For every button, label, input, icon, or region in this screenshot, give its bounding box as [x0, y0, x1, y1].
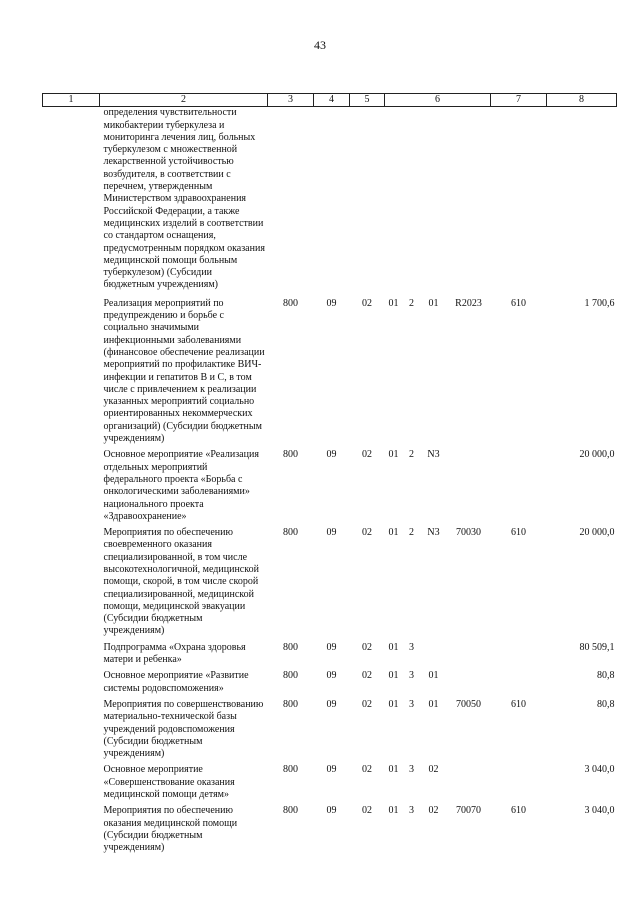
col-6a-cell: 01	[388, 449, 399, 461]
col-7-cell	[491, 760, 547, 801]
col-7-cell: 610	[511, 527, 526, 539]
col-1-cell	[43, 801, 100, 854]
col-4-cell: 09	[326, 805, 337, 817]
col-7-cell: 610	[511, 297, 526, 309]
col-6d-cell	[447, 638, 491, 667]
col-5-cell	[350, 107, 385, 292]
table-row	[43, 107, 617, 292]
col-6a-cell: 01	[388, 641, 399, 653]
col-4-cell: 09	[326, 641, 337, 653]
col-6c-cell: N3	[427, 527, 440, 539]
table-row	[43, 760, 617, 801]
col-7-cell	[491, 445, 547, 523]
page-number: 43	[314, 38, 326, 52]
description-cell: Мероприятия по обеспечению своевременного оказания специализированной, в том числе высокотехнологичной, медицинской помощи, скорой, в том числе скорой специализированной, медицинской помощи, медицинской эвакуации (Субсидии бюджетным учреждениям)	[103, 527, 259, 637]
col-4-cell	[314, 107, 350, 292]
col-6b-cell: 2	[409, 449, 414, 461]
table-row	[43, 666, 617, 695]
col-4-cell: 09	[326, 297, 337, 309]
col-5-cell: 02	[362, 297, 372, 309]
budget-table	[42, 93, 617, 855]
amount-cell: 1 700,6	[584, 297, 615, 309]
amount-cell: 80 509,1	[579, 641, 615, 653]
col-4-cell: 09	[326, 764, 337, 776]
col-1-cell	[43, 445, 100, 523]
col-4-cell: 09	[326, 670, 337, 682]
col-6c-cell: 01	[428, 698, 439, 710]
col-6b-cell: 3	[409, 764, 414, 776]
col-5-cell: 02	[362, 670, 372, 682]
amount-cell: 20 000,0	[579, 449, 615, 461]
col-6c-cell: N3	[427, 449, 440, 461]
col-6b-cell: 3	[409, 805, 414, 817]
header-col-3: 3	[268, 94, 314, 107]
col-1-cell	[43, 760, 100, 801]
col-6d-cell	[447, 107, 491, 292]
table-row	[43, 292, 617, 446]
col-6b-cell: 2	[409, 527, 414, 539]
col-6d-cell	[447, 760, 491, 801]
header-col-8: 8	[547, 94, 617, 107]
col-6a-cell	[385, 107, 403, 292]
description-cell: Реализация мероприятий по предупреждению и борьбе с социально значимыми инфекционными заболеваниями (финансовое обеспечение реализации мероприятий по профилактике ВИЧ-инфекции и гепатитов B и C, в том числе с привлечением к реализации указанных мероприятий социально ориентированных некоммерческих организаций) (Субсидии бюджетным учреждениям)	[103, 297, 265, 445]
col-6c-cell	[421, 107, 447, 292]
amount-cell: 80,8	[597, 670, 615, 682]
table-row	[43, 801, 617, 854]
description-cell: Подпрограмма «Охрана здоровья матери и ребенка»	[103, 641, 246, 666]
col-3-cell: 800	[283, 670, 298, 682]
col-3-cell	[268, 107, 314, 292]
table-row	[43, 445, 617, 523]
table-body	[43, 107, 617, 855]
col-5-cell: 02	[362, 449, 372, 461]
col-6a-cell: 01	[388, 698, 399, 710]
header-col-1: 1	[43, 94, 100, 107]
header-col-6: 6	[385, 94, 491, 107]
col-3-cell: 800	[283, 297, 298, 309]
amount-cell: 80,8	[597, 698, 615, 710]
col-3-cell: 800	[283, 805, 298, 817]
col-1-cell	[43, 523, 100, 638]
amount-cell	[547, 107, 617, 292]
amount-cell: 3 040,0	[584, 764, 615, 776]
description-cell: Основное мероприятие «Реализация отдельных мероприятий федерального проекта «Борьба с онкологическими заболеваниями» национального проекта «Здравоохранение»	[103, 449, 259, 522]
col-4-cell: 09	[326, 698, 337, 710]
header-col-4: 4	[314, 94, 350, 107]
col-5-cell: 02	[362, 698, 372, 710]
col-6b-cell: 3	[409, 670, 414, 682]
col-1-cell	[43, 107, 100, 292]
col-5-cell: 02	[362, 527, 372, 539]
col-6d-cell	[447, 666, 491, 695]
description-cell: Основное мероприятие «Совершенствование оказания медицинской помощи детям»	[103, 764, 235, 801]
col-5-cell: 02	[362, 641, 372, 653]
header-col-5: 5	[350, 94, 385, 107]
col-6c-cell	[421, 638, 447, 667]
col-7-cell: 610	[511, 805, 526, 817]
table-row	[43, 695, 617, 760]
col-6d-cell: 70070	[456, 805, 481, 817]
col-1-cell	[43, 695, 100, 760]
description-cell: определения чувствительности микобактерии туберкулеза и мониторинга лечения лиц, больных туберкулезом с множественной лекарственной устойчивостью возбудителя, в соответствии с перечнем, утвержденным Министерством здравоохранения Российской Федерации, а также медицинских изделий в соответствии со стандартом оснащения, предусмотренным порядком оказания медицинской помощи больным туберкулезом) (Субсидии бюджетным учреждениям)	[103, 107, 265, 291]
header-col-7: 7	[491, 94, 547, 107]
col-6a-cell: 01	[388, 527, 399, 539]
col-7-cell	[491, 107, 547, 292]
amount-cell: 20 000,0	[579, 527, 615, 539]
col-6c-cell: 02	[428, 805, 439, 817]
col-6b-cell: 2	[409, 297, 414, 309]
col-5-cell: 02	[362, 805, 372, 817]
col-7-cell	[491, 638, 547, 667]
col-6b-cell: 3	[409, 698, 414, 710]
col-6c-cell: 02	[428, 764, 439, 776]
table-row	[43, 638, 617, 667]
col-6c-cell: 01	[428, 670, 439, 682]
description-cell: Основное мероприятие «Развитие системы родовспоможения»	[103, 670, 249, 694]
col-7-cell	[491, 666, 547, 695]
col-6a-cell: 01	[388, 764, 399, 776]
header-col-2: 2	[100, 94, 268, 107]
col-6b-cell: 3	[409, 641, 414, 653]
col-3-cell: 800	[283, 764, 298, 776]
col-6d-cell: 70030	[456, 527, 481, 539]
description-cell: Мероприятия по обеспечению оказания медицинской помощи (Субсидии бюджетным учреждениям)	[103, 805, 238, 854]
table-row	[43, 523, 617, 638]
col-3-cell: 800	[283, 698, 298, 710]
col-6d-cell: R2023	[455, 297, 482, 309]
col-6c-cell: 01	[428, 297, 439, 309]
col-4-cell: 09	[326, 527, 337, 539]
col-1-cell	[43, 666, 100, 695]
description-cell: Мероприятия по совершенствованию материально-технической базы учреждений родовспоможения (Субсидии бюджетным учреждениям)	[103, 698, 264, 760]
col-6d-cell	[447, 445, 491, 523]
col-6b-cell	[403, 107, 421, 292]
col-3-cell: 800	[283, 641, 298, 653]
amount-cell: 3 040,0	[584, 805, 615, 817]
col-7-cell: 610	[511, 698, 526, 710]
col-6a-cell: 01	[388, 297, 399, 309]
col-4-cell: 09	[326, 449, 337, 461]
col-6d-cell: 70050	[456, 698, 481, 710]
col-6a-cell: 01	[388, 670, 399, 682]
col-1-cell	[43, 292, 100, 446]
col-3-cell: 800	[283, 527, 298, 539]
col-3-cell: 800	[283, 449, 298, 461]
col-6a-cell: 01	[388, 805, 399, 817]
header-row	[43, 94, 617, 107]
col-5-cell: 02	[362, 764, 372, 776]
col-1-cell	[43, 638, 100, 667]
